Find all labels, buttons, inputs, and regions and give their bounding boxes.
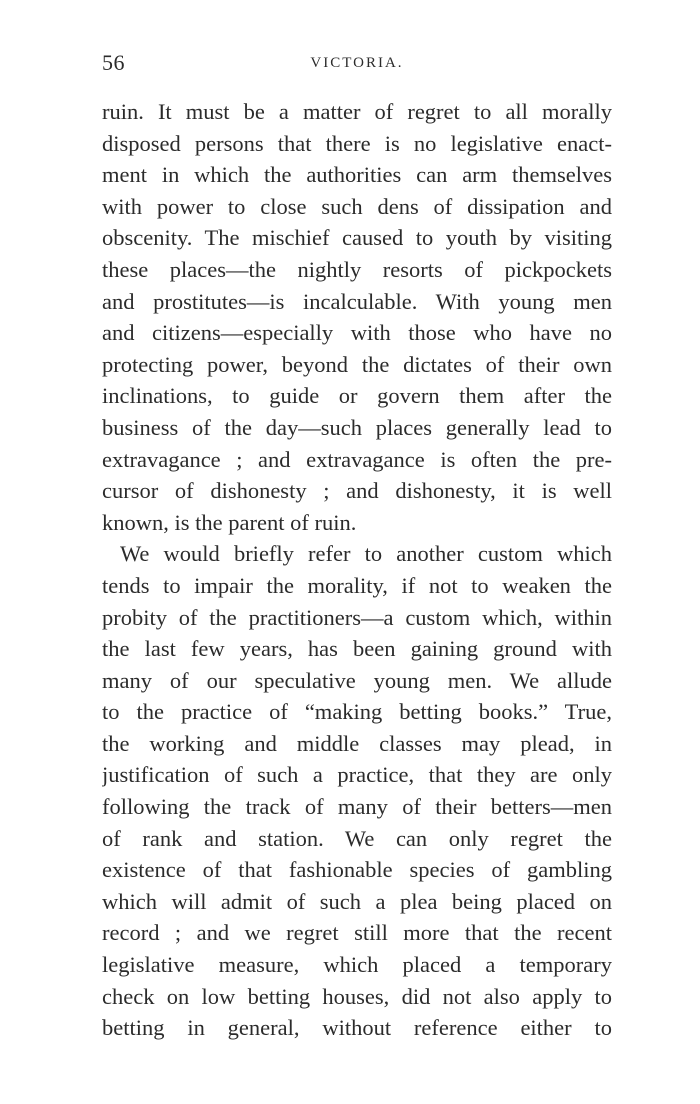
text-line: probity of the practitioners—a custom which, within bbox=[102, 604, 612, 630]
text-line: justification of such a practice, that they are only bbox=[102, 762, 612, 788]
text-line: ruin. It must be a matter of regret to all morally bbox=[102, 99, 612, 124]
text-line: disposed persons that there is no legislative enact- bbox=[102, 130, 612, 156]
text-line: and citizens—especially with those who have no bbox=[102, 320, 612, 346]
text-line: protecting power, beyond the dictates of their own bbox=[102, 351, 612, 377]
text-line: with power to close such dens of dissipation and bbox=[102, 193, 612, 219]
text-line: existence of that fashionable species of gambling bbox=[102, 857, 612, 883]
page-header bbox=[102, 50, 612, 80]
text-line: to the practice of “making betting books.” True, bbox=[102, 699, 612, 725]
text-line: check on low betting houses, did not also apply to bbox=[102, 983, 612, 1009]
text-line: many of our speculative young men. We allude bbox=[102, 667, 612, 693]
paragraph-start-line: We would briefly refer to another custom which bbox=[120, 541, 612, 567]
text-line: and prostitutes—is incalculable. With young men bbox=[102, 288, 612, 314]
text-line: business of the day—such places generally lead to bbox=[102, 414, 612, 440]
body-text bbox=[102, 96, 612, 1044]
text-line: of rank and station. We can only regret the bbox=[102, 825, 612, 851]
text-line: the working and middle classes may plead, in bbox=[102, 730, 612, 756]
text-line: ment in which the authorities can arm themselves bbox=[102, 162, 612, 188]
text-line: obscenity. The mischief caused to youth by visiting bbox=[102, 225, 612, 251]
text-line: record ; and we regret still more that the recent bbox=[102, 920, 612, 946]
text-line: inclinations, to guide or govern them after the bbox=[102, 383, 612, 409]
page-number: 56 bbox=[102, 50, 125, 75]
text-line: legislative measure, which placed a temporary bbox=[102, 952, 612, 978]
text-line: extravagance ; and extravagance is often the pre- bbox=[102, 446, 612, 472]
text-line: following the track of many of their betters—men bbox=[102, 794, 612, 820]
text-line: cursor of dishonesty ; and dishonesty, it is well bbox=[102, 478, 612, 504]
text-line: betting in general, without reference either to bbox=[102, 1015, 612, 1041]
text-line: tends to impair the morality, if not to weaken the bbox=[102, 572, 612, 598]
text-line: which will admit of such a plea being placed on bbox=[102, 888, 612, 914]
text-line: the last few years, has been gaining ground with bbox=[102, 636, 612, 662]
text-line: these places—the nightly resorts of pickpockets bbox=[102, 256, 612, 282]
running-head: VICTORIA. bbox=[310, 55, 404, 71]
paragraph-end-line: known, is the parent of ruin. bbox=[102, 509, 357, 535]
